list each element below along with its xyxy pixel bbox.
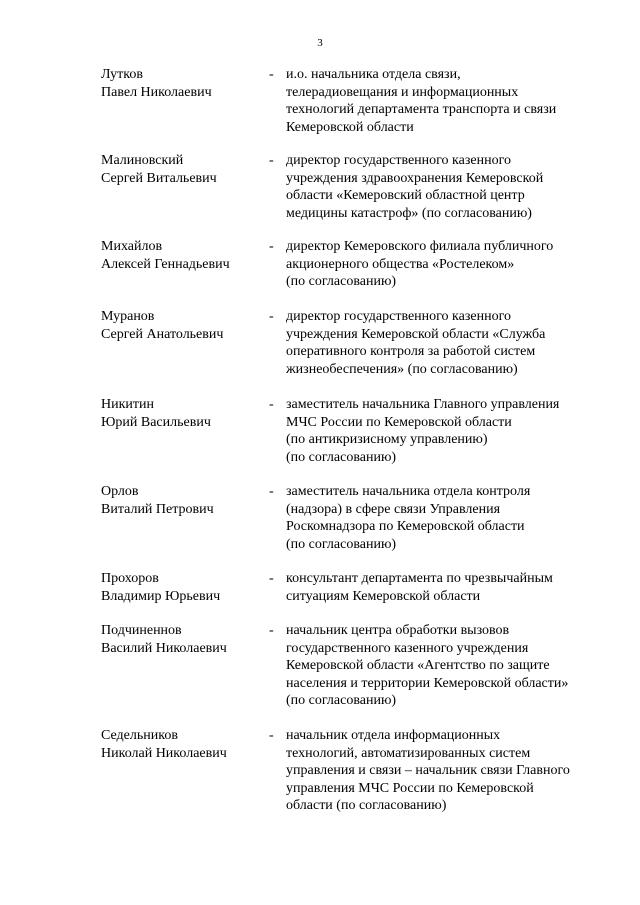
separator-dash: - [269,309,274,324]
person-surname: Михайлов [101,239,163,254]
position-line: области «Кемеровский областной центр [286,188,525,203]
position-line: учреждения здравоохранения Кемеровской [286,170,544,186]
position-line: (по согласованию) [286,274,397,289]
person-name [101,238,266,273]
separator-dash: - [269,728,274,743]
person-surname: Малиновский [101,153,184,168]
position-line: ситуациям Кемеровской области [286,588,481,604]
person-surname: Подчиненнов [101,623,182,638]
position-line: Кемеровской области «Агентство по защите [286,658,550,673]
person-given-name: Сергей Витальевич [101,170,217,186]
person-name [101,152,266,187]
position-line: акционерного общества «Ростелеком» [286,256,515,272]
roster-list [0,66,640,817]
person-name [101,483,266,518]
position-line: МЧС России по Кемеровской области [286,414,512,430]
roster-entry [0,483,640,570]
position-line: телерадиовещания и информационных [286,84,519,100]
position-description [286,66,606,136]
position-description [286,570,606,605]
position-description [286,152,606,222]
roster-entry [0,308,640,396]
position-line: (надзора) в сфере связи Управления [286,501,501,517]
person-name [101,66,266,101]
position-line: начальник отдела информационных [286,728,501,743]
person-given-name: Виталий Петрович [101,501,214,517]
page-number: 3 [317,37,323,49]
separator-dash: - [269,397,274,412]
person-given-name: Павел Николаевич [101,84,212,100]
person-name [101,396,266,431]
person-given-name: Николай Николаевич [101,745,227,761]
separator-dash: - [269,67,274,82]
position-line: консультант департамента по чрезвычайным [286,571,553,586]
person-name [101,308,266,343]
roster-entry [0,396,640,483]
position-description [286,396,606,466]
position-description [286,483,606,553]
person-given-name: Юрий Васильевич [101,414,211,430]
position-line: директор государственного казенного [286,309,511,324]
roster-entry [0,152,640,238]
position-description [286,238,606,291]
position-line: учреждения Кемеровской области «Служба [286,326,546,342]
roster-entry [0,622,640,727]
person-name [101,727,266,762]
person-surname: Никитин [101,397,154,412]
roster-entry [0,570,640,622]
person-name [101,570,266,605]
position-line: области (по согласованию) [286,798,447,813]
position-line: технологий, автоматизированных систем [286,745,531,761]
separator-dash: - [269,484,274,499]
person-surname: Орлов [101,484,139,499]
roster-entry [0,727,640,817]
position-line: (по согласованию) [286,449,397,465]
position-line: Роскомнадзора по Кемеровской области [286,519,525,534]
position-line: заместитель начальника отдела контроля [286,484,531,499]
position-line: технологий департамента транспорта и связи [286,102,557,117]
person-surname: Прохоров [101,571,159,586]
position-line: начальник центра обработки вызовов [286,623,510,638]
position-line: государственного казенного учреждения [286,640,529,656]
position-line: (по антикризисному управлению) [286,432,488,447]
position-line: Кемеровской области [286,119,414,135]
position-line: директор государственного казенного [286,153,511,168]
separator-dash: - [269,153,274,168]
person-given-name: Алексей Геннадьевич [101,256,230,272]
person-surname: Муранов [101,309,155,324]
position-line: (по согласованию) [286,693,397,708]
position-line: населения и территории Кемеровской области» [286,675,569,691]
position-line: жизнеобеспечения» (по согласованию) [286,361,518,377]
roster-entry [0,66,640,152]
position-line: управления МЧС России по Кемеровской [286,780,534,796]
position-line: медицины катастроф» (по согласованию) [286,205,532,221]
position-description [286,727,606,815]
position-line: и.о. начальника отдела связи, [286,67,461,82]
position-description [286,308,606,378]
separator-dash: - [269,571,274,586]
person-given-name: Василий Николаевич [101,640,227,656]
person-surname: Седельников [101,728,178,743]
position-line: заместитель начальника Главного управления [286,397,560,412]
roster-entry [0,238,640,308]
person-given-name: Владимир Юрьевич [101,588,221,604]
position-line: (по согласованию) [286,536,397,552]
position-description [286,622,606,710]
position-line: директор Кемеровского филиала публичного [286,239,554,254]
separator-dash: - [269,623,274,638]
person-name [101,622,266,657]
person-surname: Лутков [101,67,143,82]
position-line: оперативного контроля за работой систем [286,344,536,359]
person-given-name: Сергей Анатольевич [101,326,224,342]
separator-dash: - [269,239,274,254]
position-line: управления и связи – начальник связи Главного [286,763,570,778]
